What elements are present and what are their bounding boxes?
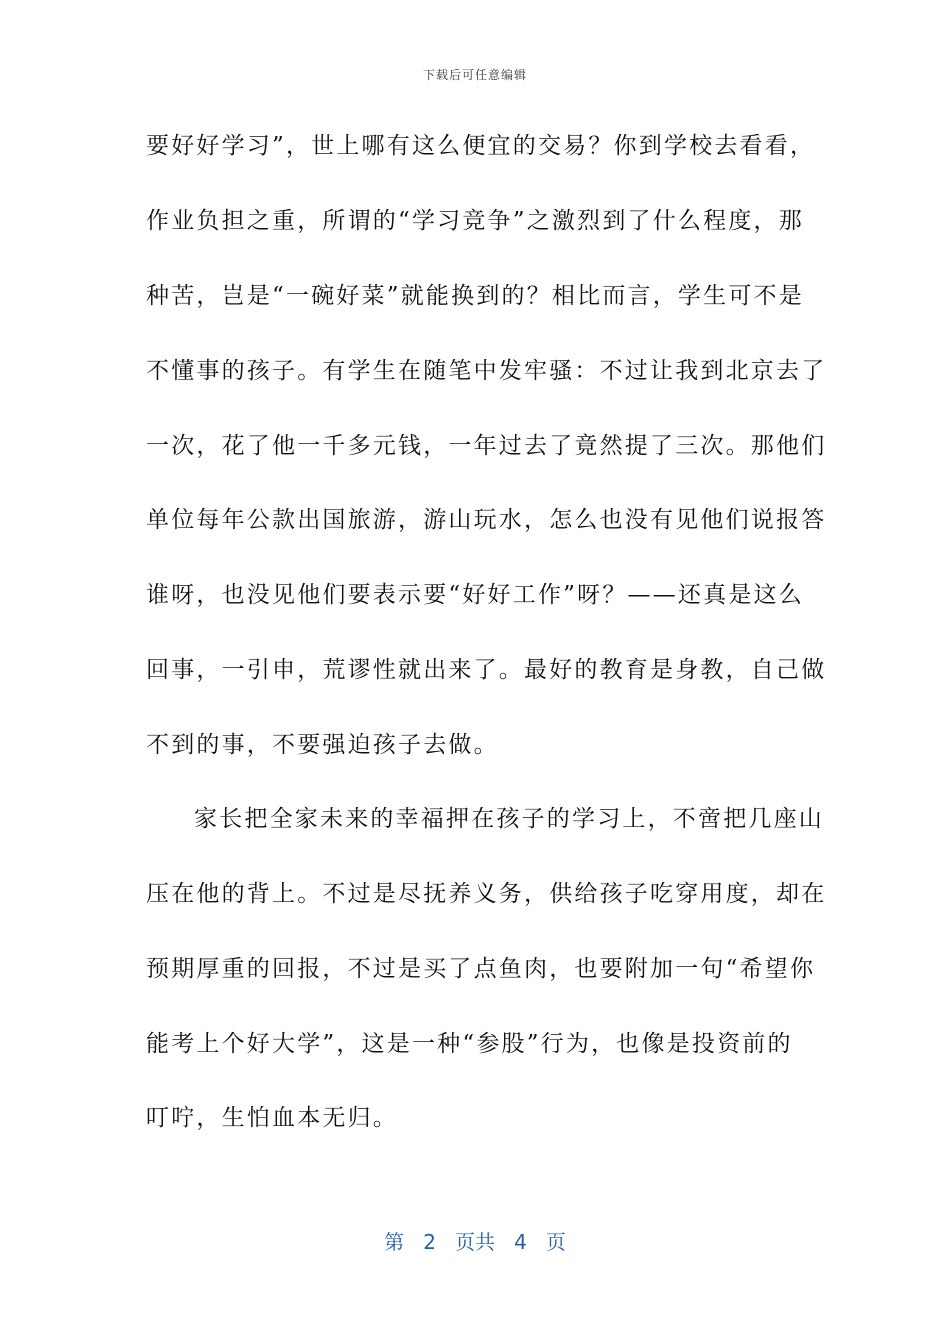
body-line: 叮咛，生怕血本无归。 [146,1105,398,1131]
page-label-prefix: 第 [384,1230,405,1254]
body-line: 预期厚重的回报，不过是买了点鱼肉，也要附加一句“希望你 [146,956,816,982]
total-pages-number: 4 [514,1230,527,1254]
page-footer [0,1226,950,1255]
body-line: 作业负担之重，所谓的“学习竞争”之激烈到了什么程度，那 [146,208,804,234]
body-line: 能考上个好大学”，这是一种“参股”行为，也像是投资前的 [146,1031,793,1057]
body-line: 不到的事，不要强迫孩子去做。 [146,732,499,758]
page-header: 下载后可任意编辑 [422,68,527,82]
body-line-indented: 家长把全家未来的幸福押在孩子的学习上，不啻把几座山 [194,806,824,832]
body-line: 不懂事的孩子。有学生在随笔中发牢骚：不过让我到北京去了 [146,358,827,384]
page-label-suffix: 页 [545,1230,566,1254]
current-page-number: 2 [423,1230,436,1254]
body-line: 谁呀，也没见他们要表示要“好好工作”呀？——还真是这么 [146,582,804,608]
body-line: 一次，花了他一千多元钱，一年过去了竟然提了三次。那他们 [146,433,827,459]
page-label-middle: 页共 [455,1230,495,1254]
body-line: 压在他的背上。不过是尽抚养义务，供给孩子吃穿用度，却在 [146,881,827,907]
body-line: 回事，一引申，荒谬性就出来了。最好的教育是身教，自己做 [146,657,827,683]
body-line: 要好好学习”，世上哪有这么便宜的交易？你到学校去看看， [146,133,816,159]
body-line: 种苦，岂是“一碗好菜”就能换到的？相比而言，学生可不是 [146,283,804,309]
body-line: 单位每年公款出国旅游，游山玩水，怎么也没有见他们说报答 [146,507,827,533]
